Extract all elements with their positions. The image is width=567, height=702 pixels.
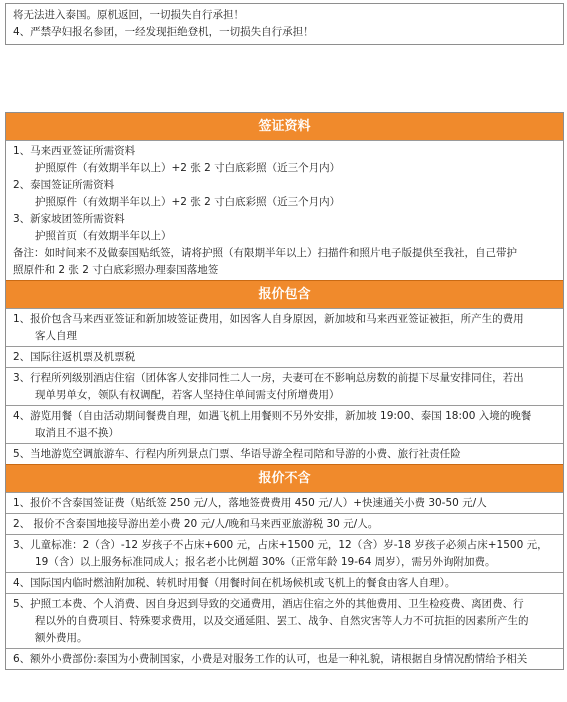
included-item <box>6 405 563 443</box>
excluded-line: 额外费用。 <box>35 632 88 644</box>
visa-item-title: 3、新家坡团签所需资料 <box>13 213 125 225</box>
excluded-line: 3、儿童标准：2（含）-12 岁孩子不占床+600 元，占床+1500 元，12（含）岁-18 岁孩子必须占床+1500 元， <box>13 539 548 551</box>
included-line: 3、行程所列级别酒店住宿（团体客人安排同性二人一房，夫妻可在不影响总房数的前提下尽量安排同住，若出 <box>13 372 524 384</box>
notes-row <box>6 4 563 44</box>
visa-item-detail: 护照原件（有效期半年以上）+2 张 2 寸白底彩照（近三个月内） <box>35 196 341 208</box>
included-line: 4、游览用餐（自由活动期间餐费自理，如遇飞机上用餐则不另外安排，新加坡 19:00、泰国 18:00 入境的晚餐 <box>13 410 532 422</box>
excluded-line: 19（含）以上服务标准同成人；报名老小比例超 30%（正常年龄 19-64 周岁），需另外询附加费。 <box>35 556 496 568</box>
included-line: 客人自理 <box>35 330 77 342</box>
excluded-item <box>6 593 563 648</box>
info-table <box>5 112 564 670</box>
excluded-item <box>6 534 563 572</box>
excluded-item <box>6 648 563 669</box>
included-item <box>6 443 563 464</box>
included-item <box>6 367 563 405</box>
visa-item-detail: 护照首页（有效期半年以上） <box>35 230 172 242</box>
excluded-section-header: 报价不含 <box>6 464 563 492</box>
excluded-line: 2、 报价不含泰国地接导游出差小费 20 元/人/晚和马来西亚旅游税 30 元/人。 <box>13 518 379 530</box>
included-line: 1、报价包含马来西亚签证和新加坡签证费用，如因客人自身原因，新加坡和马来西亚签证被拒，所产生的费用 <box>13 313 524 325</box>
included-line: 取消且不退不换） <box>35 427 119 439</box>
excluded-line: 1、报价不含泰国签证费（贴纸签 250 元/人，落地签费费用 450 元/人）+快速通关小费 30-50 元/人 <box>13 497 487 509</box>
notes-box <box>5 3 564 45</box>
included-line: 5、当地游览空调旅游车、行程内所列景点门票、华语导游全程司陪和导游的小费、旅行社责任险 <box>13 448 461 460</box>
visa-note-line: 备注：如时间来不及做泰国贴纸签，请将护照（有限期半年以上）扫描件和照片电子版提供至我社，自己带护 <box>13 247 517 259</box>
excluded-line: 4、国际国内临时燃油附加税、转机时用餐（用餐时间在机场候机或飞机上的餐食由客人自理）。 <box>13 577 456 589</box>
visa-item-title: 2、泰国签证所需资料 <box>13 179 115 191</box>
included-item <box>6 346 563 367</box>
included-section-header: 报价包含 <box>6 280 563 308</box>
included-item <box>6 308 563 346</box>
excluded-item <box>6 572 563 593</box>
visa-item <box>6 140 563 280</box>
included-line: 现单男单女，领队有权调配，若客人坚持住单间需支付所增费用） <box>35 389 340 401</box>
excluded-line: 6、额外小费部份:泰国为小费制国家，小费是对服务工作的认可，也是一种礼貌，请根据自身情况酌情给予相关 <box>13 653 528 665</box>
excluded-line: 程以外的自费项目、特殊要求费用，以及交通延阻、罢工、战争、自然灾害等人力不可抗拒的因素所产生的 <box>35 615 529 627</box>
visa-item-detail: 护照原件（有效期半年以上）+2 张 2 寸白底彩照（近三个月内） <box>35 162 341 174</box>
excluded-item <box>6 513 563 534</box>
note-line: 将无法进入泰国。原机返回，一切损失自行承担！ <box>13 9 244 21</box>
included-line: 2、国际往返机票及机票税 <box>13 351 136 363</box>
visa-section-header: 签证资料 <box>6 113 563 140</box>
visa-note-line: 照原件和 2 张 2 寸白底彩照办理泰国落地签 <box>13 264 219 276</box>
visa-item-title: 1、马来西亚签证所需资料 <box>13 145 136 157</box>
excluded-line: 5、护照工本费、个人消费、因自身迟到导致的交通费用，酒店住宿之外的其他费用、卫生检疫费、离团费、行 <box>13 598 524 610</box>
note-line: 4、严禁孕妇报名参团，一经发现拒绝登机，一切损失自行承担！ <box>13 26 314 38</box>
excluded-item <box>6 492 563 513</box>
